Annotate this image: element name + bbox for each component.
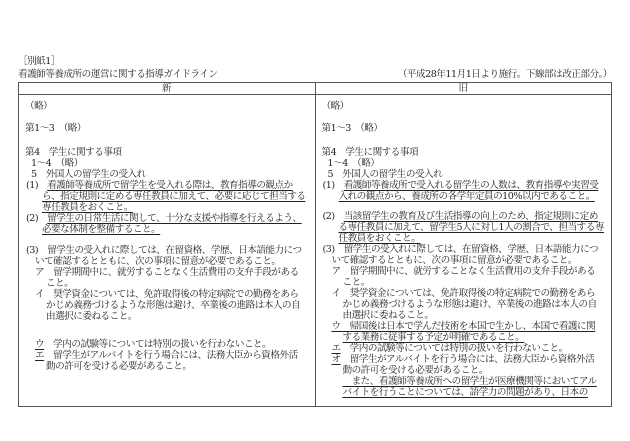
line-text: 由選択に委ねること。 — [342, 310, 434, 321]
text-line — [319, 244, 609, 255]
old-column — [315, 95, 612, 406]
line-text: 学内の試験等については特別の扱いを行わないこと。 — [44, 339, 272, 350]
text-line — [319, 343, 609, 354]
text-line — [22, 245, 312, 256]
table-header — [19, 83, 611, 95]
line-text: 専任教員をおくこと。 — [42, 202, 133, 213]
line-text: ら、指定規則に定める専任教員に加えて、必要に応じて担当する — [42, 191, 306, 202]
item-label: ウ — [331, 321, 350, 332]
line-text: 5 外国人の留学生の受入れ — [327, 169, 443, 180]
line-text: る専任教員に加えて、留学生5人に対し1人の割合で、担当する専 — [338, 222, 604, 233]
line-text: （略） — [321, 101, 349, 112]
item-label: エ — [35, 350, 45, 361]
item-label: (1) — [26, 180, 48, 191]
line-text: こと。 — [46, 278, 74, 289]
text-line — [22, 267, 312, 278]
text-line — [319, 376, 609, 387]
text-line — [319, 299, 609, 310]
text-line — [22, 300, 312, 311]
line-text: する業務に従事する予定が明確であること。 — [342, 332, 525, 343]
text-line — [22, 202, 312, 213]
text-line — [319, 191, 609, 202]
new-column — [19, 95, 315, 406]
text-line — [319, 123, 609, 134]
text-line — [319, 365, 609, 376]
text-line — [22, 123, 312, 134]
line-text: 由選択に委ねること。 — [46, 311, 137, 322]
line-text: 第4 学生に関する事項 — [25, 147, 122, 158]
line-text: 1～4 （略） — [31, 158, 83, 169]
text-line — [319, 147, 609, 158]
line-text: かじめ義務づけるような形態は避け、卒業後の進路は本人の自 — [342, 299, 597, 310]
text-line — [22, 361, 312, 372]
header-old: 旧 — [315, 83, 612, 94]
line-text: こと。 — [342, 277, 370, 288]
text-line — [319, 266, 609, 277]
line-text: 留学期間中に、就労することなく生活費用の支弁手段がある — [349, 266, 596, 277]
line-text: いて確認するとともに、次の事項に留意が必要であること。 — [35, 256, 281, 267]
item-label: (3) — [26, 245, 48, 256]
text-line — [319, 233, 609, 244]
line-text: 留学生の日常生活に関して、十分な支援や指導を行えるよう、 — [47, 213, 302, 224]
item-label: エ — [331, 343, 341, 354]
line-text: 奨学資金については、免許取得後の特定病院での勤務をあら — [349, 288, 596, 299]
line-text: 動の許可を受ける必要があること。 — [342, 365, 488, 376]
text-line — [319, 158, 609, 169]
text-line — [319, 288, 609, 299]
line-text: かじめ義務づけるような形態は避け、卒業後の進路は本人の自 — [46, 300, 301, 311]
line-text: 留学生がアルバイトを行う場合には、法務大臣から資格外活 — [340, 354, 595, 365]
text-line — [22, 158, 312, 169]
text-line — [319, 354, 609, 365]
line-text: （略） — [25, 101, 53, 112]
text-line — [22, 339, 312, 350]
header-new: 新 — [161, 83, 172, 94]
line-text: 1～4 （略） — [327, 158, 380, 169]
line-text: 入れの観点から、養成所の各学年定員の10%以内であること。 — [338, 191, 595, 202]
line-text: 看護師等養成所で受入れる留学生の人数は、教育指導や実習受 — [343, 180, 599, 191]
line-text: 留学生がアルバイトを行う場合には、法務大臣から資格外活 — [44, 350, 298, 361]
text-line — [319, 180, 609, 191]
line-text: 第1～3 （略） — [25, 123, 86, 134]
item-label: オ — [331, 354, 341, 365]
text-line — [22, 101, 312, 112]
text-line — [22, 278, 312, 289]
item-label: ウ — [35, 339, 45, 350]
line-text: また、看護師等養成所への留学生が医療機関等においてアル — [342, 376, 597, 387]
line-text: 留学生の受入れに際しては、在留資格、学歴、日本語能力につ — [47, 245, 302, 256]
attachment-label: ［別紙1］ — [18, 56, 60, 67]
text-line — [319, 169, 609, 180]
line-text: 必要な体制を整備すること。 — [42, 224, 161, 235]
text-line — [319, 277, 609, 288]
text-line — [319, 321, 609, 332]
line-text: 看護師等養成所で留学生を受入れる際は、教育指導の観点か — [47, 180, 293, 191]
text-line — [319, 211, 609, 222]
item-label: (1) — [322, 180, 344, 191]
text-line — [319, 310, 609, 321]
text-line — [319, 101, 609, 112]
text-line — [319, 255, 609, 266]
text-line — [319, 222, 609, 233]
text-line — [22, 169, 312, 180]
text-line — [22, 213, 312, 224]
line-text: 5 外国人の留学生の受入れ — [31, 169, 146, 180]
line-text: 任教員をおくこと。 — [338, 233, 421, 244]
text-line — [22, 224, 312, 235]
line-text: いて確認するとともに、次の事項に留意が必要であること。 — [331, 255, 578, 266]
line-text: 学内の試験等については特別の扱いを行わないこと。 — [340, 343, 568, 354]
text-line — [22, 289, 312, 300]
text-line — [319, 332, 609, 343]
text-line — [22, 147, 312, 158]
line-text: 留学期間中に、就労することなく生活費用の支弁手段がある — [53, 267, 299, 278]
item-label: (2) — [26, 213, 48, 224]
text-line — [22, 256, 312, 267]
text-line — [22, 311, 312, 322]
text-line — [22, 191, 312, 202]
line-text: 第4 学生に関する事項 — [321, 147, 419, 158]
document-title: 看護師等養成所の運営に関する指導ガイドライン — [18, 69, 218, 80]
comparison-table — [18, 82, 612, 407]
line-text: バイトを行うことについては、語学力の問題があり、日本の — [342, 387, 588, 398]
item-label: (2) — [322, 211, 344, 222]
text-line — [319, 387, 609, 398]
line-text: 奨学資金については、免許取得後の特定病院での勤務をあら — [53, 289, 299, 300]
line-text: 留学生の受入れに際しては、在留資格、学歴、日本語能力につ — [343, 244, 599, 255]
line-text: 当該留学生の教育及び生活指導の向上のため、指定規則に定め — [343, 211, 598, 222]
item-label: イ — [331, 288, 350, 299]
text-line — [22, 350, 312, 361]
item-label: ア — [35, 267, 54, 278]
line-text: 動の許可を受ける必要があること。 — [46, 361, 192, 372]
text-line — [22, 180, 312, 191]
item-label: (3) — [322, 244, 344, 255]
line-text: 帰国後は日本で学んだ技術を本国で生かし、本国で看護に関 — [349, 321, 596, 332]
item-label: ア — [331, 266, 350, 277]
item-label: イ — [35, 289, 54, 300]
enforcement-note: （平成28年11月1日より施行。下線部は改正部分。） — [397, 69, 612, 80]
table-body — [19, 95, 611, 406]
line-text: 第1～3 （略） — [321, 123, 383, 134]
